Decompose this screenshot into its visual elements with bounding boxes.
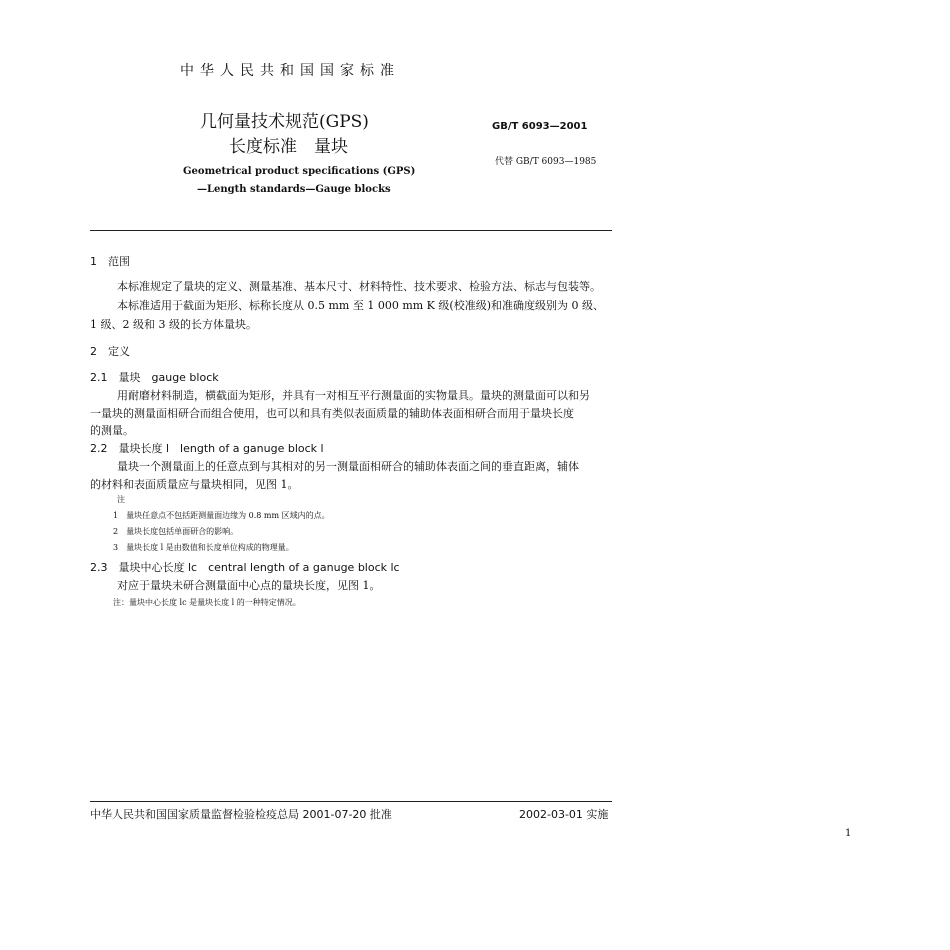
section-2-3-heading: 2.3 量块中心长度 lc central length of a ganuge block lc: [90, 561, 400, 574]
approval-line: 中华人民共和国国家质量监督检验检疫总局 2001-07-20 批准: [90, 808, 392, 821]
section-1-para2-line2: 1 级、2 级和 3 级的长方体量块。: [90, 318, 257, 331]
bottom-rule: [90, 801, 612, 802]
section-2-heading: 2 定义: [90, 345, 130, 358]
note-1: 1 量块任意点不包括距测量面边缘为 0.8 mm 区域内的点。: [113, 511, 330, 520]
section-2-1-line3: 的测量。: [90, 424, 134, 437]
section-1-para1: 本标准规定了量块的定义、测量基准、基本尺寸、材料特性、技术要求、检验方法、标志与包装等。: [117, 280, 601, 293]
section-2-1-line2: 一量块的测量面相研合而组合使用，也可以和具有类似表面质量的辅助体表面相研合而用于量块长度: [90, 407, 574, 420]
section-2-3-note: 注：量块中心长度 lc 是量块长度 l 的一种特定情况。: [113, 598, 301, 607]
title-cn-line2: 长度标准 量块: [229, 137, 348, 157]
section-2-1-line1: 用耐磨材料制造，横截面为矩形，并具有一对相互平行测量面的实物量具。量块的测量面可以和另: [117, 389, 590, 402]
implementation-date: 2002-03-01 实施: [519, 808, 609, 821]
notes-label: 注: [117, 495, 125, 504]
standard-number: GB/T 6093—2001: [492, 121, 588, 132]
section-2-2-line2: 的材料和表面质量应与量块相同，见图 1。: [90, 478, 299, 491]
top-rule: [90, 230, 612, 231]
title-en-line2: —Length standards—Gauge blocks: [197, 184, 391, 195]
section-1-para2-line1: 本标准适用于截面为矩形、标称长度从 0.5 mm 至 1 000 mm K 级(校准级)和准确度级别为 0 级、: [117, 299, 604, 312]
section-2-2-heading: 2.2 量块长度 l length of a ganuge block l: [90, 442, 324, 455]
org-header: 中华人民共和国国家标准: [180, 63, 400, 79]
note-2: 2 量块长度包括单面研合的影响。: [113, 527, 239, 536]
section-2-2-line1: 量块一个测量面上的任意点到与其相对的另一测量面相研合的辅助体表面之间的垂直距离，辅体: [117, 460, 579, 473]
section-2-1-heading: 2.1 量块 gauge block: [90, 371, 219, 384]
section-2-3-line1: 对应于量块未研合测量面中心点的量块长度，见图 1。: [117, 579, 381, 592]
section-1-heading: 1 范围: [90, 255, 130, 268]
note-3: 3 量块长度 l 是由数值和长度单位构成的物理量。: [113, 543, 294, 552]
replaces-note: 代替 GB/T 6093—1985: [495, 157, 597, 167]
title-en-line1: Geometrical product specifications (GPS): [183, 166, 416, 177]
page-number: 1: [845, 828, 852, 839]
title-cn-line1: 几何量技术规范(GPS): [200, 112, 369, 132]
